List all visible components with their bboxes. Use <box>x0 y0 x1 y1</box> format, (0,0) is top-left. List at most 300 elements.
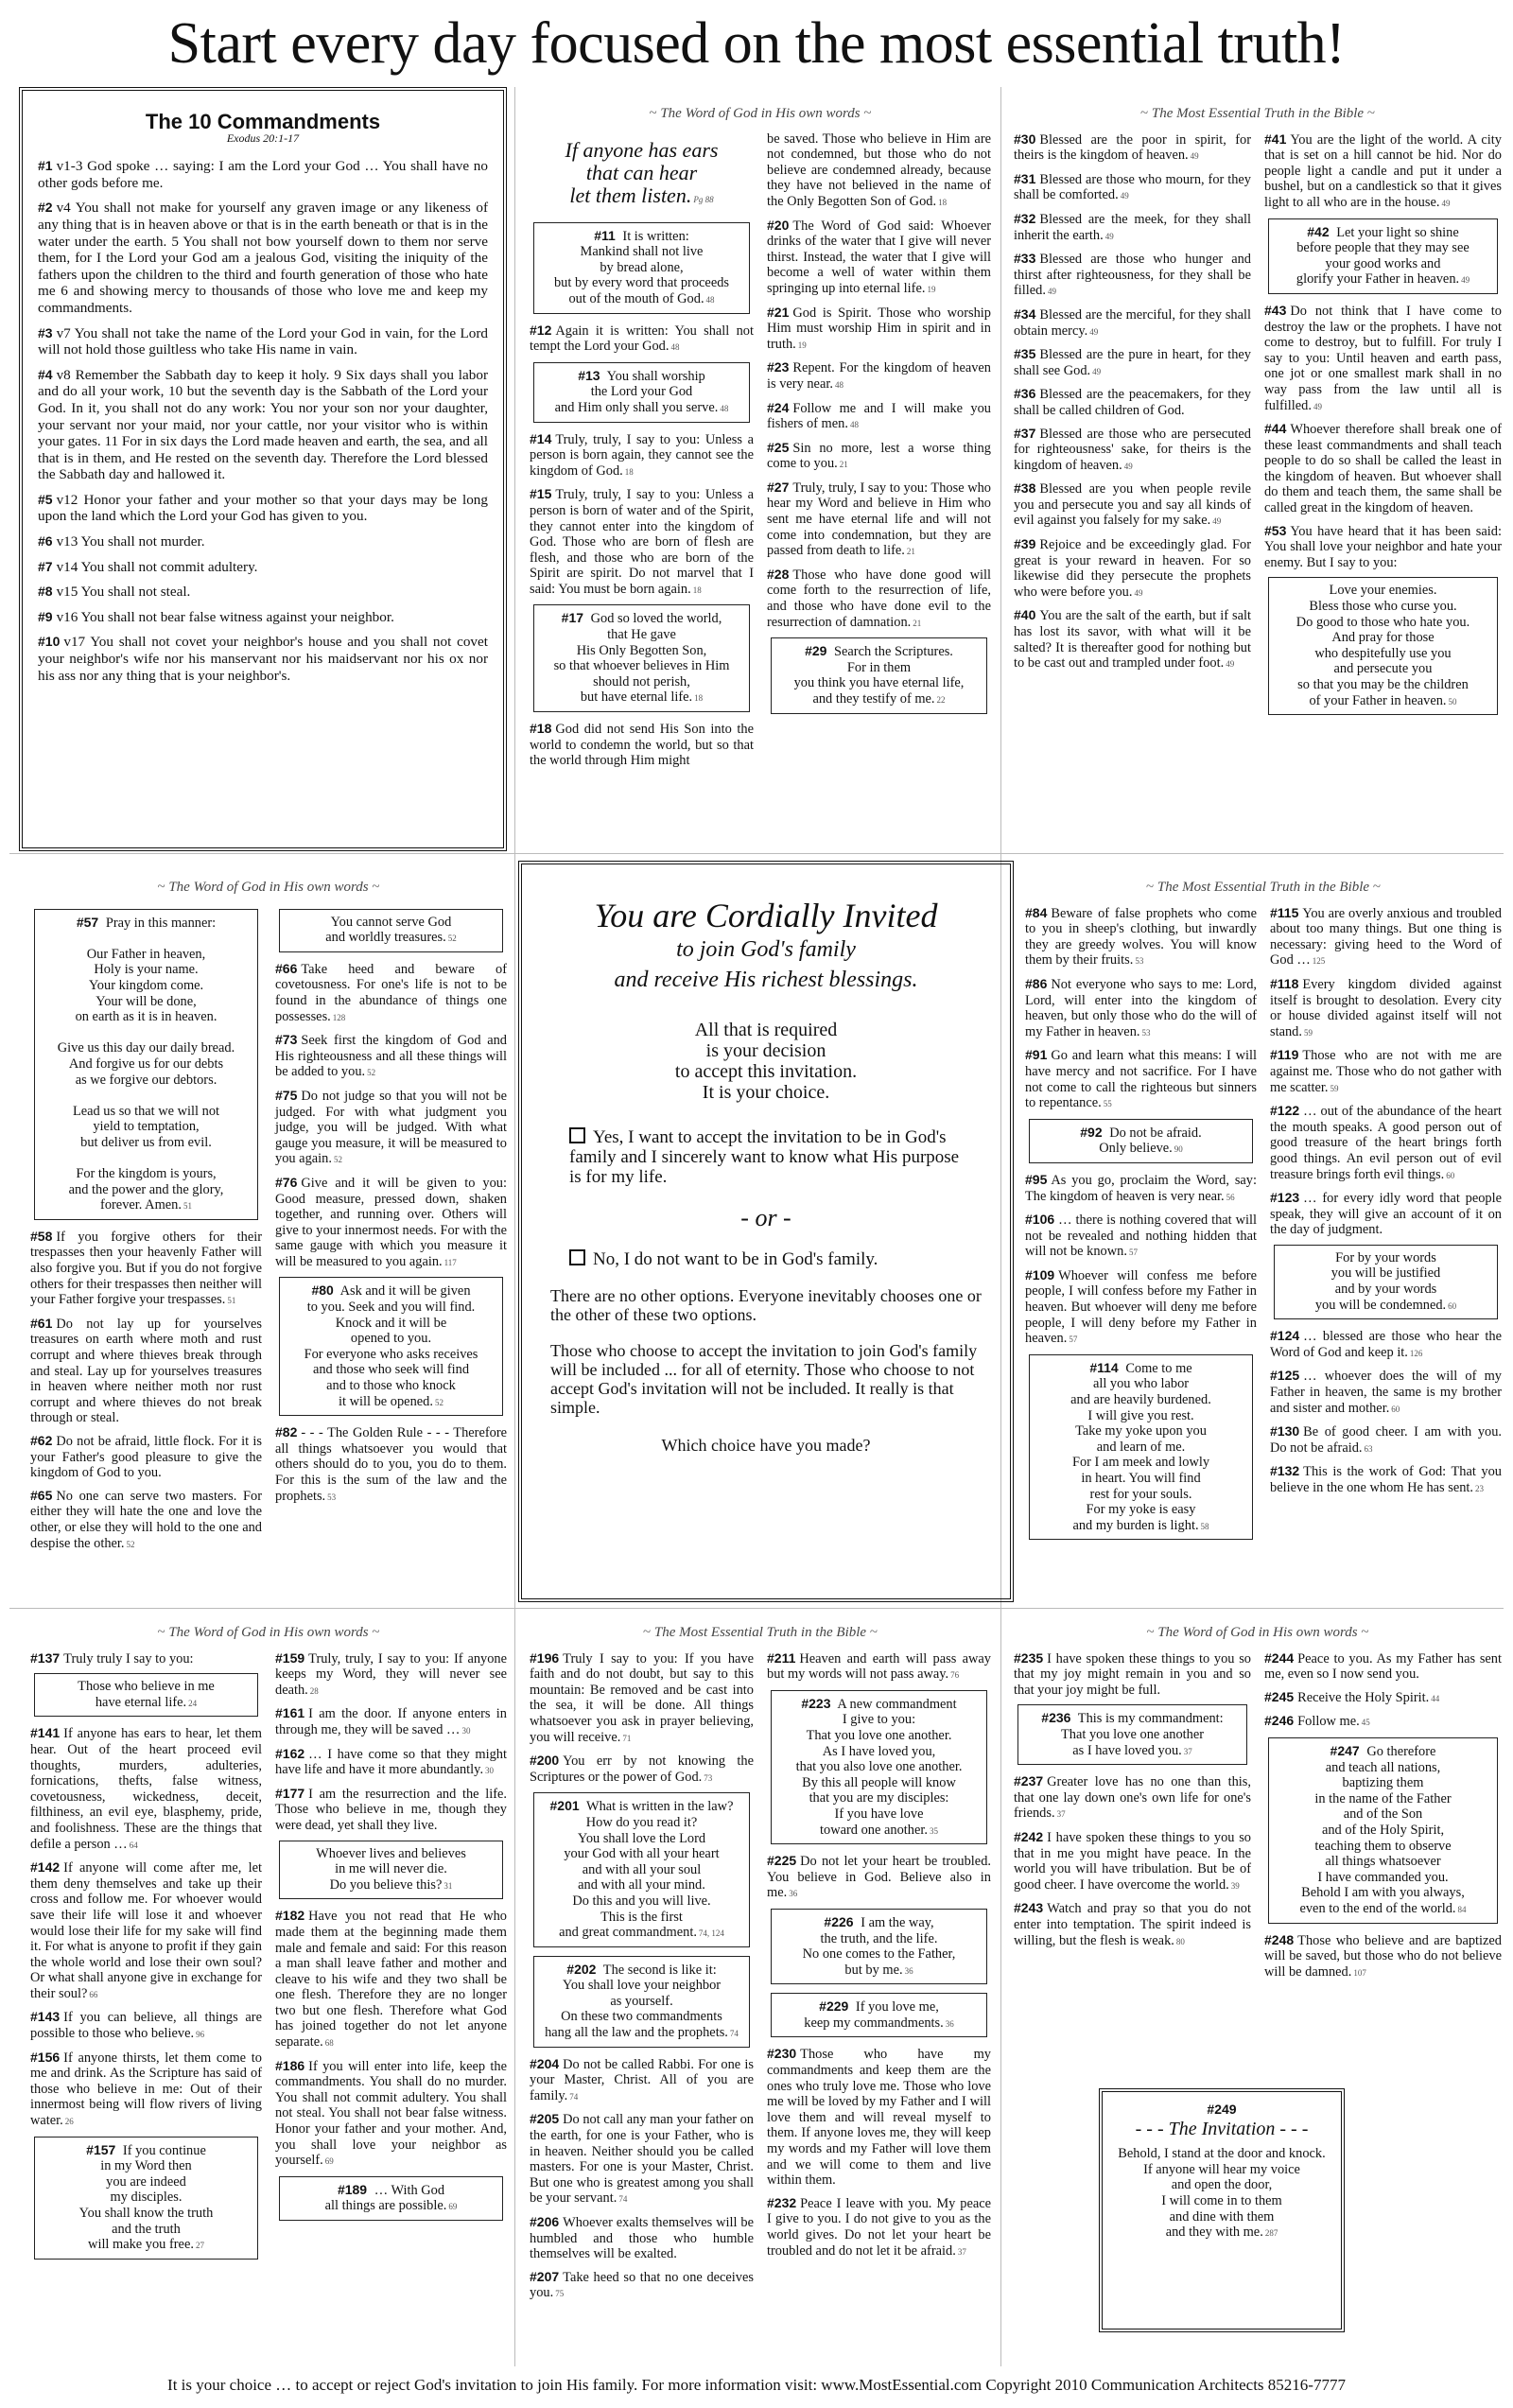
invitation-subtitle-2: and receive His richest blessings. <box>614 968 918 992</box>
verse-number: #91 <box>1025 1047 1048 1063</box>
verse-text: Whoever therefore shall break one of these least commandments and shall teach people to do so shall be called the least in the kingdom of heaven. But whoever shall do them and teach them, the same shall be called great in the kingdom of heaven. <box>1264 422 1502 516</box>
column-right <box>767 1650 991 2366</box>
verse <box>530 323 754 356</box>
verse <box>767 359 991 393</box>
verse-text: Greater love has no one than this, that one lay down one's own life for one's friends. <box>1014 1774 1251 1822</box>
verse <box>1264 303 1502 414</box>
verse-box <box>533 1956 750 2048</box>
verse <box>530 1650 754 1747</box>
verse-text: You shall worship the Lord your God and Him only shall you serve. <box>554 368 719 415</box>
verse-reference: 19 <box>927 284 936 294</box>
verse-text: Be of good cheer. I am with you. Do not be afraid. <box>1270 1424 1502 1456</box>
verse-reference: 21 <box>906 547 915 557</box>
verse-reference: 48 <box>670 342 680 353</box>
verse-text: … whoever does the will of my Father in heaven, the same is my brother and sister and mother. <box>1270 1369 1502 1416</box>
verse-text: Take heed so that no one deceives you. <box>530 2269 754 2301</box>
panel-title: ~ The Word of God in His own words ~ <box>157 1625 380 1640</box>
verse-number: #41 <box>1264 131 1287 147</box>
verse-reference: 49 <box>1441 198 1451 208</box>
verse-reference: 18 <box>624 466 634 477</box>
verse <box>767 400 991 433</box>
verse-number: #125 <box>1270 1368 1300 1384</box>
verse <box>30 2050 262 2130</box>
verse-number: #13 <box>578 367 600 383</box>
verse-box <box>279 1277 503 1416</box>
verse <box>1014 536 1251 601</box>
verse <box>1014 211 1251 244</box>
commandment-number: #3 <box>38 324 53 340</box>
verse <box>1014 1900 1251 1949</box>
verse-text: Repent. For the kingdom of heaven is very near. <box>767 360 991 392</box>
verse-reference: 49 <box>1092 366 1102 376</box>
verse-text: Heaven and earth will pass away but my words will not pass away. <box>767 1650 991 1683</box>
verse-text: If you love me, keep my commandments. <box>804 1999 944 2031</box>
verse <box>1264 1689 1502 1707</box>
panel-title: ~ The Word of God in His own words ~ <box>157 880 380 895</box>
verse-box <box>34 909 258 1220</box>
verse-text: Rejoice and be exceedingly glad. For great is your reward in heaven. For so likewise did they persecute the prophets who were before you. <box>1014 537 1251 600</box>
verse <box>1014 1829 1251 1893</box>
verse-text: What is written in the law? How do you read it? You shall love the Lord your God with all your heart and with all your soul and with all your mind. Do this and you will live. This is the first and great commandment. <box>559 1799 734 1941</box>
verse <box>1270 1047 1502 1096</box>
verse-reference: 49 <box>1313 401 1322 411</box>
verse <box>1264 1932 1502 1981</box>
invitation-requirement: All that is required is your decision to accept this invitation. It is your choice. <box>674 1020 858 1103</box>
verse-text: Follow me. <box>1297 1714 1360 1730</box>
verse-text: Do not let your heart be troubled. You believe in God. Believe also in me. <box>767 1854 991 1901</box>
verse-text: For by your words you will be justified and by your words you will be condemned. <box>1314 1249 1447 1313</box>
verse-number: #159 <box>275 1649 305 1666</box>
verse <box>767 480 991 560</box>
commandment-text: v16 You shall not bear false witness against your neighbor. <box>56 608 394 625</box>
verse <box>767 567 991 631</box>
verse-box <box>533 222 750 314</box>
commandment-text: v14 You shall not commit adultery. <box>56 558 258 575</box>
verse-number: #57 <box>76 914 99 930</box>
verse-text: The second is like it: You shall love your neighbor as yourself. On these two commandments hang all the law and the prophets. <box>545 1962 728 2041</box>
verse-text: Let your light so shine before people that they may see your good works and glorify your Father in heaven. <box>1296 224 1470 288</box>
verse-number: #186 <box>275 2057 305 2073</box>
verse-reference: 19 <box>797 340 807 350</box>
verse-text: Love your enemies. Bless those who curse you. Do good to those who hate you. And pray for those who despitefully use you and persecute you so that you may be the children of your Father in heaven. <box>1296 583 1470 708</box>
verse <box>1014 131 1251 165</box>
verse <box>30 1725 262 1853</box>
verse <box>530 2214 754 2262</box>
verse-number: #235 <box>1014 1649 1044 1666</box>
verse-reference: 71 <box>622 1733 632 1743</box>
verse-text: I am the way, the truth, and the life. No one comes to the Father, but by me. <box>802 1914 956 1978</box>
commandment-text: v17 You shall not covet your neighbor's house and you shall not covet your neighbor's wife nor his manservant nor his maidservant nor his ox nor his ass nor any thing that is your neighbor's. <box>38 634 488 684</box>
panel-word-of-god-3 <box>30 1625 507 2366</box>
verse-number: #18 <box>530 721 552 737</box>
commandment-item <box>38 492 488 525</box>
verse-text: Truly, truly, I say to you: Those who hear my Word and believe in Him who sent me have eternal life and will not come into condemnation, but they are passed from death to life. <box>767 480 991 559</box>
verse-number: #141 <box>30 1725 61 1741</box>
verse-reference: 59 <box>1330 1083 1339 1093</box>
intro-quote: If anyone has ears that can hear let them listen. Pg 88 <box>565 137 719 207</box>
verse-text: Truly, truly, I say to you: If anyone keeps my Word, they will never see death. <box>275 1650 507 1698</box>
verse-reference: 37 <box>1183 1746 1192 1756</box>
verse <box>1264 1650 1502 1683</box>
verse-number: #205 <box>530 2111 560 2127</box>
verse-number: #243 <box>1014 1900 1044 1916</box>
verse <box>30 1316 262 1426</box>
verse-reference: 49 <box>1212 516 1222 527</box>
verse <box>767 1853 991 1902</box>
verse-text: God did not send His Son into the world to condemn the world, but so that the world through Him might <box>530 722 754 769</box>
column-right <box>275 905 507 1604</box>
verse-reference: 18 <box>694 693 704 704</box>
verse-text: If you forgive others for their trespasses then your heavenly Father will also forgive you. But if you do not forgive others for their trespasses then neither will your Father forgive your trespasses. <box>30 1229 262 1308</box>
verse-reference: 90 <box>1174 1144 1183 1155</box>
verse-reference: 107 <box>1353 1967 1366 1978</box>
verse-reference: 30 <box>461 1725 471 1736</box>
verse <box>1014 426 1251 475</box>
verse-box <box>771 1690 987 1844</box>
verse-reference: 49 <box>1047 287 1056 297</box>
verse-reference: 56 <box>1226 1192 1235 1202</box>
column-left <box>30 905 262 1604</box>
column-left <box>530 131 754 847</box>
verse-number: #246 <box>1264 1713 1295 1729</box>
verse-text: This is the work of God: That you believe in the one whom He has sent. <box>1270 1464 1502 1495</box>
verse-number: #237 <box>1014 1773 1044 1789</box>
verse-reference: 48 <box>834 379 843 390</box>
verse-reference: 57 <box>1069 1335 1078 1345</box>
verse-reference: 23 <box>1475 1484 1485 1493</box>
accept-option[interactable]: Yes, I want to accept the invitation to be in God's family and I sincerely want to know what His purpose is for my life. <box>569 1127 960 1187</box>
verse <box>1014 306 1251 340</box>
verse-reference: 59 <box>1303 1027 1313 1038</box>
verse-text: Blessed are the pure in heart, for they shall see God. <box>1014 347 1251 378</box>
verse-text: Those who believe and are baptized will be saved, but those who do not believe will be damned. <box>1264 1932 1502 1980</box>
verse-number: #236 <box>1041 1710 1071 1726</box>
verse-text: You are the light of the world. A city that is set on a hill cannot be hid. Nor do people light a candle and put it under a bushel, but on a candlestick so that it gives light to all who are in the house. <box>1264 131 1502 210</box>
invitation-question: Which choice have you made? <box>661 1436 871 1455</box>
verse-text: Those who believe in me have eternal life. <box>78 1679 215 1710</box>
verse <box>530 2111 754 2207</box>
verse-text: Blessed are those who hunger and thirst after righteousness, for they shall be filled. <box>1014 252 1251 299</box>
verse-reference: 63 <box>1364 1443 1373 1454</box>
verse-text: It is written: Mankind shall not live by bread alone, but by every word that proceeds out of the mouth of God. <box>553 228 730 306</box>
checkbox-accept[interactable] <box>569 1127 585 1143</box>
verse-number: #132 <box>1270 1463 1300 1479</box>
verse-reference: 68 <box>324 2038 334 2049</box>
verse-text: … I have come so that they might have life and have it more abundantly. <box>275 1746 507 1778</box>
verse-reference: 53 <box>327 1492 337 1502</box>
verse <box>1025 1172 1257 1205</box>
verse-text: Again it is written: You shall not tempt the Lord your God. <box>530 323 754 355</box>
panel-word-of-god-4 <box>1014 1625 1502 2079</box>
verse-reference: 52 <box>126 1539 135 1549</box>
verse-number: #189 <box>337 2181 368 2197</box>
verse-number: #82 <box>275 1424 298 1440</box>
verse-reference: 49 <box>1190 151 1199 162</box>
verse-text: Receive the Holy Spirit. <box>1297 1689 1430 1705</box>
verse-reference: 28 <box>309 1685 319 1696</box>
verse <box>30 1859 262 2002</box>
verse-number: #92 <box>1080 1124 1103 1140</box>
verse-text: Blessed are the merciful, for they shall obtain mercy. <box>1014 306 1251 339</box>
verse-number: #14 <box>530 430 552 446</box>
verse-text: Truly, truly, I say to you: Unless a person is born again, they cannot see the kingdom of God. <box>530 431 754 479</box>
invitation-title: You are Cordially Invited <box>594 897 938 934</box>
verse <box>1025 905 1257 969</box>
verse-reference: 24 <box>188 1698 198 1708</box>
verse-number: #58 <box>30 1228 53 1244</box>
verse <box>530 486 754 598</box>
panel-essential-truth-3 <box>530 1625 991 2366</box>
verse-number: #200 <box>530 1753 560 1769</box>
verse-text: This is my commandment: That you love one another as I have loved you. <box>1060 1711 1224 1758</box>
verse-reference: 44 <box>1431 1693 1440 1703</box>
verse-text: Truly truly I say to you: <box>63 1650 194 1666</box>
verse-number: #11 <box>594 227 616 243</box>
verse-box <box>34 1673 258 1717</box>
verse-reference: 51 <box>183 1201 192 1212</box>
verse-reference: 52 <box>333 1155 342 1165</box>
verse-reference: 66 <box>89 1989 98 1999</box>
verse <box>275 1746 507 1779</box>
verse-reference: 50 <box>1448 696 1457 707</box>
verse-reference: 52 <box>434 1397 443 1407</box>
verse-text: If anyone thirsts, let them come to me and drink. As the Scripture has said of those who believe in me: Out of their innermost being will flow rivers of living water. <box>30 2050 262 2129</box>
verse-number: #36 <box>1014 386 1036 402</box>
column-right <box>1264 1650 1502 2079</box>
commandment-number: #5 <box>38 491 53 507</box>
verse <box>530 2269 754 2302</box>
verse-text: Those who have my commandments and keep them are the ones who truly love me. Those who love me will be loved by my Father and I will love them and will reveal myself to them. If anyone loves me, they will keep my words and my Father will love them and we will come to them and live within them. <box>767 2047 991 2189</box>
verse <box>275 1424 507 1505</box>
verse-text: If you will enter into life, keep the commandments. You shall do no murder. You shall not commit adultery. You shall not steal. You shall not bear false witness. Honor your father and your mother. And, you shall love your neighbor as yourself. <box>275 2058 507 2169</box>
commandment-item <box>38 609 488 626</box>
verse-text: Search the Scriptures. For in them you think you have eternal life, and they testify of me. <box>793 644 965 707</box>
verse <box>1014 480 1251 530</box>
verse <box>1014 171 1251 204</box>
verse-text: Do not be called Rabbi. For one is your Master, Christ. All of you are family. <box>530 2056 754 2103</box>
verse-reference: 52 <box>367 1068 376 1078</box>
verse-text: Blessed are those who are persecuted for righteousness' sake, for theirs is the kingdom of heaven. <box>1014 426 1251 473</box>
verse <box>1025 1047 1257 1111</box>
verse-text: Peace to you. As my Father has sent me, even so I now send you. <box>1264 1650 1502 1683</box>
invitation-verse-box <box>1099 2088 1345 2332</box>
verse <box>1270 1368 1502 1417</box>
invitation-verse-text: Behold, I stand at the door and knock. If anyone will hear my voice and open the door, I will come in to them and dine with them and they with me. 287 <box>1118 2146 1326 2241</box>
commandment-text: v7 You shall not take the name of the Lord your God in vain, for the Lord will not hold those guiltless who take His name in vain. <box>38 324 488 358</box>
verse <box>1014 386 1251 418</box>
verse <box>1014 1773 1251 1823</box>
column-right <box>1270 905 1502 1604</box>
verse <box>1264 421 1502 516</box>
verse-number: #182 <box>275 1908 305 1924</box>
commandment-number: #1 <box>38 158 53 174</box>
panel-title: ~ The Word of God in His own words ~ <box>1146 1625 1369 1640</box>
verse-text: Take heed and beware of covetousness. For one's life is not to be found in the abundance of things one possesses. <box>275 961 507 1024</box>
verse <box>275 1175 507 1271</box>
verse-number: #44 <box>1264 421 1287 437</box>
verse-text: Every kingdom divided against itself is brought to desolation. Every city or house divided against itself will not stand. <box>1270 976 1502 1039</box>
verse <box>1270 1463 1502 1496</box>
verse-reference: 49 <box>1226 659 1235 670</box>
verse-number: #80 <box>311 1283 334 1299</box>
verse-box <box>279 909 503 952</box>
verse-text: I have spoken these things to you so that my joy might remain in you and so that your joy might be full. <box>1014 1650 1251 1698</box>
verse-reference: 74 <box>729 2029 739 2039</box>
verse-number: #137 <box>30 1649 61 1666</box>
verse-number: #245 <box>1264 1688 1295 1704</box>
column-left <box>1014 1650 1251 2079</box>
verse-text: Ask and it will be given to you. Seek and you will find. Knock and it will be opened to you. For everyone who asks receives and those who seek will find and to those who knock it will be opened. <box>304 1283 478 1409</box>
verse-reference: 74 <box>569 2091 579 2102</box>
verse-text: Not everyone who says to me: Lord, Lord, will enter into the kingdom of heaven, but only those who do the will of my Father in heaven. <box>1025 976 1257 1039</box>
verse-number: #124 <box>1270 1328 1300 1344</box>
verse-number: #207 <box>530 2268 560 2284</box>
verse-text: Do not call any man your father on the earth, for one is your Father, who is in heaven. Neither should you be called masters. For one is your Master, Christ. But one who is greatest among you shall be your servant. <box>530 2112 754 2207</box>
verse-text: If anyone has ears to hear, let them hear. Out of the heart proceed evil thoughts, murders, adulteries, fornications, thefts, false witness, covetousness, wickedness, deceit, filthiness, an evil eye, blasphemy, pride, and foolishness. These are the things that defile a person … <box>30 1726 262 1852</box>
verse-number: #204 <box>530 2055 560 2071</box>
verse <box>1025 976 1257 1040</box>
verse-number: #25 <box>767 439 790 455</box>
verse-text: Blessed are the poor in spirit, for theirs is the kingdom of heaven. <box>1014 131 1251 164</box>
verse-box <box>34 2137 258 2260</box>
verse-number: #143 <box>30 2009 61 2025</box>
verse-number: #43 <box>1264 302 1287 318</box>
commandment-number: #9 <box>38 608 53 624</box>
verse <box>1014 1650 1251 1699</box>
verse-number: #24 <box>767 399 790 415</box>
verse <box>30 1229 262 1309</box>
verse-number: #109 <box>1025 1266 1055 1283</box>
verse-text: I have spoken these things to you so that in me you might have peace. In the world you will have tribulation. But be of good cheer. I have overcome the world. <box>1014 1829 1251 1893</box>
verse <box>1270 976 1502 1040</box>
verse-text: You have heard that it has been said: You shall love your neighbor and hate your enemy. But I say to you: <box>1264 523 1502 570</box>
verse-text: Truly I say to you: If you have faith and do not doubt, but say to this mountain: Be removed and be cast into the sea, it will be done. All things whatsoever you ask in prayer believing, you will receive. <box>530 1650 754 1745</box>
verse-number: #37 <box>1014 425 1036 441</box>
verse-reference: 21 <box>839 460 848 470</box>
commandment-text: v13 You shall not murder. <box>56 533 205 550</box>
verse <box>767 2046 991 2188</box>
verse <box>1270 905 1502 969</box>
verse-number: #115 <box>1270 904 1299 920</box>
verse-number: #244 <box>1264 1649 1295 1666</box>
commandment-item <box>38 634 488 684</box>
decline-option[interactable]: No, I do not want to be in God's family. <box>569 1249 963 1269</box>
verse-reference: 35 <box>929 1825 938 1836</box>
verse-reference: 58 <box>1200 1521 1209 1531</box>
verse-box <box>771 1909 987 1984</box>
verse-reference: 26 <box>64 2117 74 2127</box>
checkbox-decline[interactable] <box>569 1249 585 1265</box>
verse-number: #66 <box>275 960 298 976</box>
verse-number: #53 <box>1264 522 1287 538</box>
commandments-subtitle: Exodus 20:1-17 <box>226 131 300 145</box>
verse <box>1270 1190 1502 1238</box>
verse-number: #65 <box>30 1487 53 1503</box>
verse <box>767 1650 991 1684</box>
verse-number: #75 <box>275 1087 298 1103</box>
verse-number: #223 <box>801 1695 831 1711</box>
column-right <box>275 1650 507 2366</box>
verse-text: God so loved the world, that He gave His Only Begotten Son, so that whoever believes in Him should not perish, but have eternal life. <box>553 611 730 706</box>
invitation-verse-title: - - - The Invitation - - - <box>1135 2118 1309 2139</box>
verse <box>767 131 991 211</box>
verse-reference: 49 <box>1104 231 1114 241</box>
verse-reference: 51 <box>227 1296 236 1306</box>
verse-number: #95 <box>1025 1171 1048 1187</box>
verse-reference: 74 <box>618 2194 628 2205</box>
commandments-panel <box>19 87 507 851</box>
verse <box>530 721 754 769</box>
row-divider <box>9 1608 1504 1609</box>
column-left <box>1014 131 1251 847</box>
verse-box <box>1029 1119 1253 1163</box>
verse-number: #32 <box>1014 210 1036 226</box>
verse-text: If anyone will come after me, let them deny themselves and take up their cross and follow me. For whoever would save their life will lose it and whoever would lose their life for my sake will find it. For what is anyone to profit if they gain the whole world and lose their own soul? Or what shall anyone give in exchange for their soul? <box>30 1860 262 2001</box>
verse-text: … out of the abundance of the heart the mouth speaks. A good person out of good treasure of the heart brings forth good things. An evil person out of evil treasure brings forth evil things. <box>1270 1104 1502 1182</box>
verse-reference: 37 <box>957 2246 966 2257</box>
verse-number: #27 <box>767 479 790 495</box>
verse-reference: 52 <box>447 934 457 944</box>
invitation-consequence: Those who choose to accept the invitation to join God's family will be included ... for all of eternity. Those who choose to not accept God's invitation will not be included. It really is that simple. <box>550 1341 978 1417</box>
verse-reference: 49 <box>1089 326 1099 337</box>
verse-reference: 69 <box>324 2156 334 2167</box>
verse-reference: 48 <box>705 294 715 305</box>
verse-number: #34 <box>1014 305 1036 322</box>
verse <box>530 1753 754 1786</box>
verse-box <box>533 604 750 712</box>
verse-reference: 128 <box>332 1012 346 1022</box>
verse-text: … With God all things are possible. <box>324 2182 447 2214</box>
verse-box <box>1268 218 1498 294</box>
commandment-text: v15 You shall not steal. <box>56 584 191 601</box>
verse-number: #61 <box>30 1315 53 1331</box>
verse-number: #229 <box>819 1998 849 2015</box>
verse-box <box>1029 1354 1253 1541</box>
verse <box>767 218 991 298</box>
verse-text: Give and it will be given to you: Good measure, pressed down, shaken together, and running over. Others will give to your innermost needs. For with the same gauge with which you measure it will be measured to you again. <box>275 1175 507 1269</box>
verse-reference: 80 <box>1175 1936 1185 1946</box>
verse <box>1025 1267 1257 1348</box>
verse-number: #162 <box>275 1745 305 1761</box>
commandment-item <box>38 158 488 191</box>
verse-number: #30 <box>1014 131 1036 147</box>
invitation-options-note: There are no other options. Everyone inevitably chooses one or the other of these two options. <box>550 1286 982 1324</box>
verse-reference: 22 <box>936 695 946 705</box>
verse-reference: 69 <box>448 2202 458 2212</box>
verse-number: #35 <box>1014 346 1036 362</box>
verse-number: #230 <box>767 2046 797 2062</box>
verse-text: Blessed are the peacemakers, for they shall be called children of God. <box>1014 387 1251 418</box>
verse-number: #119 <box>1270 1047 1299 1063</box>
verse-number: #142 <box>30 1859 61 1876</box>
verse-text: Do not be afraid. Only believe. <box>1099 1125 1202 1157</box>
or-separator: - or - <box>740 1204 791 1231</box>
verse <box>275 1705 507 1738</box>
verse-reference: 53 <box>1141 1027 1151 1038</box>
verse-text: Pray in this manner: Our Father in heaven, Holy is your name. Your kingdom come. Your will be done, on earth as it is in heaven. Give us this day our daily bread. And forgive us for our debts as we forgive our debtors. Lead us so that we will not yield to temptation, but deliver us from evil. For the kingdom is yours, and the power and the glory, forever. Amen. <box>57 915 235 1213</box>
verse <box>1264 131 1502 212</box>
verse-number: #38 <box>1014 480 1036 497</box>
verse-reference: 49 <box>1461 275 1470 286</box>
verse-reference: 49 <box>1120 191 1129 201</box>
commandment-text: v1-3 God spoke … saying: I am the Lord your God … You shall have no other gods before me. <box>38 158 488 191</box>
commandment-item <box>38 325 488 358</box>
verse-text: Whoever exalts themselves will be humbled and those who humble themselves will be exalted. <box>530 2215 754 2262</box>
verse-text: Peace I leave with you. My peace I give to you. I do not give to you as the world gives. Do not let your heart be troubled and do not let it be afraid. <box>767 2195 991 2259</box>
verse <box>275 961 507 1025</box>
verse-number: #12 <box>530 322 552 338</box>
verse-text: … blessed are those who hear the Word of God and keep it. <box>1270 1329 1502 1360</box>
